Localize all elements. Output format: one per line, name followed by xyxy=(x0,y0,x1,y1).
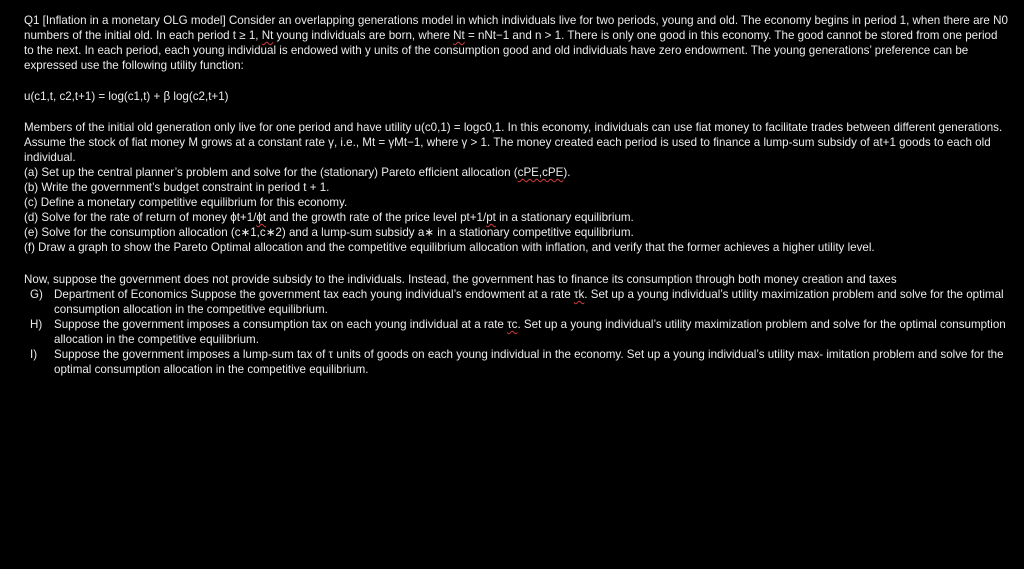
intro-text-1: Q1 [Inflation in a monetary OLG model] Consider an overlapping generations model in which individuals live for two periods, young and old. The economy begins in period 1, when there are N0 numbers of the initial old. In each period t ≥ 1, xyxy=(24,14,1008,42)
spellcheck-word[interactable]: Nt xyxy=(453,29,465,42)
part-d-text-5: in a stationary equilibrium. xyxy=(495,211,634,224)
part-c: (c) Define a monetary competitive equilibrium for this economy. xyxy=(24,196,348,209)
spellcheck-word[interactable]: pt xyxy=(486,211,496,224)
question-intro xyxy=(24,13,1009,73)
intro-text-3: young individuals are born, where xyxy=(273,29,454,42)
part-g-text-3: . Set up a young individual’s utility maximization problem and solve for the optimal consumption allocation in the competitive equilibrium. xyxy=(54,288,1004,316)
economy-setup: Members of the initial old generation only live for one period and have utility u(c0,1) = logc0,1. In this economy, individuals can use fiat money to facilitate trades between different generations. Assume the stock of fiat money M grows at a constant rate γ, i.e., Mt = γMt−1, where γ > 1. The money created each period is used to finance a lump-sum subsidy of at+1 goods to each old individual. xyxy=(24,121,1003,164)
part-a-text-1: (a) Set up the central planner’s problem and solve for the (stationary) Pareto efficient allocation ( xyxy=(24,166,518,179)
part-e: (e) Solve for the consumption allocation (c∗1,c∗2) and a lump-sum subsidy a∗ in a stationary competitive equilibrium. xyxy=(24,226,634,239)
transition-paragraph: Now, suppose the government does not provide subsidy to the individuals. Instead, the government has to finance its consumption through both money creation and taxes xyxy=(24,273,897,286)
spellcheck-word[interactable]: τc xyxy=(507,318,518,331)
document xyxy=(24,13,1009,377)
spellcheck-word[interactable]: τk xyxy=(573,288,585,301)
part-i xyxy=(24,347,1009,377)
part-f: (f) Draw a graph to show the Pareto Optimal allocation and the competitive equilibrium allocation with inflation, and verify that the former achieves a higher utility level. xyxy=(24,241,875,254)
part-a xyxy=(24,165,1009,180)
part-h-text-3: . Set up a young individual’s utility maximization problem and solve for the optimal consumption allocation in the competitive equilibrium. xyxy=(54,318,1006,346)
part-d-text-3: and the growth rate of the price level pt+1/ xyxy=(266,211,487,224)
part-g-text-1: Department of Economics Suppose the government tax each young individual’s endowment at a rate xyxy=(54,288,574,301)
part-a-text-3: ). xyxy=(563,166,571,179)
list-marker: I) xyxy=(30,348,38,361)
part-d-text-1: (d) Solve for the rate of return of money ϕt+1/ xyxy=(24,211,257,224)
utility-function: u(c1,t, c2,t+1) = log(c1,t) + β log(c2,t+1) xyxy=(24,90,229,103)
part-i-text: Suppose the government imposes a lump-sum tax of τ units of goods on each young individual in the economy. Set up a young individual’s utility max- imitation problem and solve for the optimal consumption allocation in the competitive equilibrium. xyxy=(54,348,1004,376)
part-d xyxy=(24,210,1009,225)
spellcheck-word[interactable]: Nt xyxy=(261,29,274,42)
intro-text-5: = nNt−1 and n > 1. There is only one good in this economy. The good cannot be stored from one period to the next. In each period, each young individual is endowed with y units of the consumption good and old individuals have zero endowment. The young generations’ preference can be expressed use the following utility function: xyxy=(24,29,998,72)
list-marker: G) xyxy=(30,288,43,301)
part-h-text-1: Suppose the government imposes a consumption tax on each young individual at a rate xyxy=(54,318,508,331)
spellcheck-word[interactable]: cPE,cPE xyxy=(517,166,564,179)
part-b: (b) Write the government’s budget constraint in period t + 1. xyxy=(24,181,330,194)
part-h xyxy=(24,317,1009,347)
list-marker: H) xyxy=(30,318,43,331)
spellcheck-word[interactable]: ϕt xyxy=(256,211,267,224)
part-g xyxy=(24,287,1009,317)
